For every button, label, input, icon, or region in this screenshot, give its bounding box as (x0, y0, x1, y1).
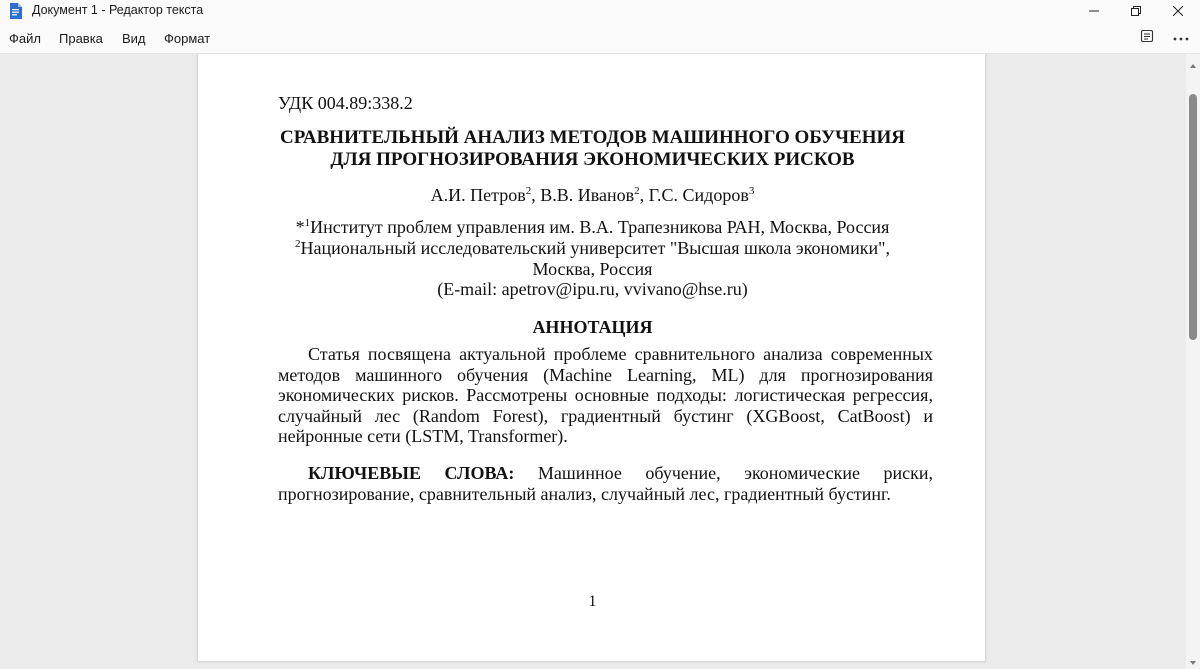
word: (Machine (543, 364, 613, 385)
word: современных (830, 344, 933, 364)
word: посвящена (367, 344, 451, 364)
word: обучения (457, 364, 529, 385)
udk-code: УДК 004.89:338.2 (278, 93, 413, 113)
notepad-icon (9, 3, 22, 19)
author-affiliation-mark: 2 (525, 185, 532, 197)
word: случайный (278, 405, 363, 426)
word: экономические (744, 463, 860, 483)
word: логистическая (734, 385, 846, 405)
abstract-line (278, 385, 933, 406)
affiliation-2 (198, 238, 987, 259)
page-number: 1 (588, 593, 597, 610)
word: обучение, (645, 463, 721, 483)
window-title: Документ 1 - Редактор текста (32, 3, 204, 17)
scroll-down-icon[interactable] (1188, 655, 1198, 665)
word: проблеме (553, 344, 627, 364)
abstract-line: нейронные сети (LSTM, Transformer). (278, 426, 568, 446)
abstract-heading: АННОТАЦИЯ (532, 317, 653, 337)
abstract-line (278, 406, 933, 427)
word: прогнозирования (800, 364, 933, 385)
affiliation-2-text: Национальный исследовательский университет "Высшая школа экономики", (300, 238, 890, 258)
author-separator: , (639, 185, 649, 205)
restore-icon (1131, 6, 1141, 16)
title-line-2: ДЛЯ ПРОГНОЗИРОВАНИЯ ЭКОНОМИЧЕСКИХ РИСКОВ (330, 149, 855, 170)
word: бустинг (673, 405, 734, 426)
word: Learning, (627, 364, 697, 385)
word: рисков. (402, 385, 459, 405)
menu-bar (0, 22, 1200, 53)
document-page[interactable] (197, 54, 986, 662)
author-name: Г.С. Сидоров (648, 185, 749, 205)
keywords-line: прогнозирование, сравнительный анализ, случайный лес, градиентный бустинг. (278, 483, 891, 504)
word: основные (574, 385, 650, 405)
menu-format[interactable]: Формат (164, 31, 211, 46)
word: CatBoost) (837, 405, 911, 426)
word: лес (374, 405, 401, 426)
word: Машинное (537, 463, 622, 483)
keywords-label-word: КЛЮЧЕВЫЕ (308, 463, 421, 483)
title-line-1: СРАВНИТЕЛЬНЫЙ АНАЛИЗ МЕТОДОВ МАШИННОГО ОБУЧЕНИЯ (280, 127, 905, 148)
word: методов (278, 364, 341, 385)
word: машинного (355, 364, 443, 385)
keywords-paragraph (278, 463, 933, 504)
word: актуальной (459, 344, 546, 364)
scrollbar-thumb[interactable] (1189, 94, 1197, 340)
abstract-paragraph (278, 344, 933, 447)
email-line: (E-mail: apetrov@ipu.ru, vvivano@hse.ru) (437, 279, 748, 299)
menu-view[interactable]: Вид (122, 31, 146, 46)
word: (XGBoost, (746, 405, 825, 426)
affiliation-1 (198, 217, 987, 238)
affiliation-2-city: Москва, Россия (532, 259, 653, 279)
close-icon (1173, 6, 1183, 16)
affiliation-1-mark: 1 (304, 217, 311, 229)
word: ML) (711, 364, 745, 385)
editor-canvas[interactable] (0, 54, 1186, 669)
affiliation-1-text: Институт проблем управления им. В.А. Трапезникова РАН, Москва, Россия (310, 217, 890, 237)
word: подходы: (656, 385, 727, 405)
author-name: А.И. Петров (430, 185, 526, 205)
word: Статья (308, 344, 360, 364)
word: сравнительного (634, 344, 755, 364)
document-view-icon (1140, 29, 1154, 48)
document-view-button[interactable] (1136, 27, 1158, 49)
scroll-up-icon[interactable] (1188, 58, 1198, 68)
keywords-label-word: СЛОВА: (444, 463, 515, 483)
keywords-line (278, 463, 933, 484)
authors-line (198, 185, 987, 206)
corresponding-mark: * (295, 217, 305, 237)
menu-file[interactable]: Файл (9, 31, 41, 46)
word: экономических (278, 385, 395, 405)
word: и (923, 405, 933, 426)
word: Forest), (492, 405, 549, 426)
word: (Random (412, 405, 480, 426)
author-affiliation-mark: 3 (748, 185, 755, 197)
more-icon (1173, 29, 1189, 47)
word: регрессия, (852, 385, 933, 405)
author-affiliation-mark: 2 (634, 185, 640, 197)
author-name: В.В. Иванов (540, 185, 635, 205)
word: риски, (883, 463, 933, 483)
restore-button[interactable] (1114, 0, 1158, 22)
more-options-button[interactable] (1170, 27, 1192, 49)
menu-edit[interactable]: Правка (59, 31, 103, 46)
word: градиентный (560, 405, 661, 426)
vertical-scrollbar[interactable] (1186, 54, 1200, 669)
title-bar (0, 0, 1200, 22)
close-button[interactable] (1156, 0, 1200, 22)
minimize-button[interactable] (1072, 0, 1116, 22)
word: анализа (763, 344, 823, 364)
minimize-icon (1089, 6, 1099, 16)
abstract-line (278, 365, 933, 386)
word: для (759, 364, 786, 385)
affiliation-2-mark: 2 (295, 238, 301, 250)
author-separator: , (531, 185, 541, 205)
abstract-line (278, 344, 933, 365)
word: Рассмотрены (466, 385, 568, 405)
